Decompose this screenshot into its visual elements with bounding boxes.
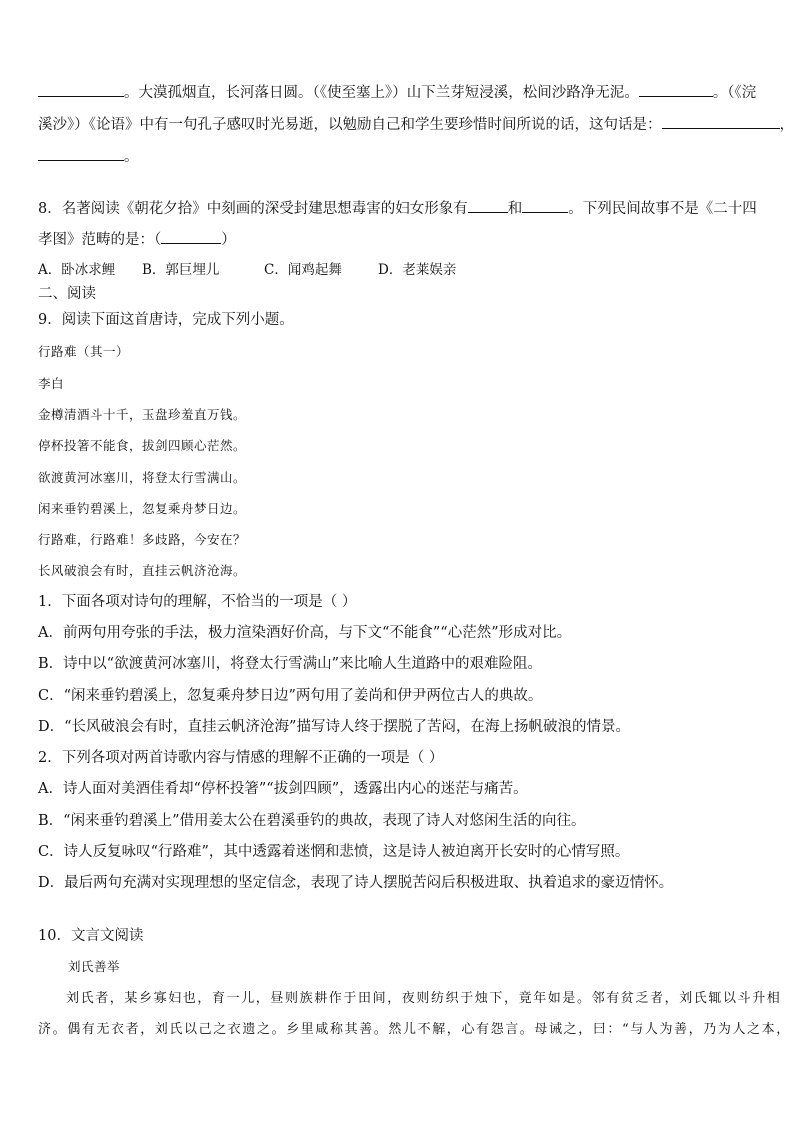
passage-title: 刘氏善举 bbox=[68, 959, 121, 974]
poem-title: 行路难（其一） bbox=[38, 344, 130, 359]
q9-sub2-option-a: A．诗人面对美酒佳肴却“停杯投箸”“拔剑四顾”，透露出内心的迷茫与痛苦。 bbox=[38, 781, 528, 797]
q8-text-c: 。下列民间故事不是《二十四 bbox=[568, 201, 757, 217]
q8-line-1 bbox=[38, 198, 760, 219]
fill-blank bbox=[662, 114, 780, 129]
poem-author: 李白 bbox=[38, 376, 65, 391]
q8-option-d: D．老莱娱亲 bbox=[378, 262, 457, 278]
q7-line-1 bbox=[38, 82, 760, 103]
q9-sub2-option-b: B．“闲来垂钓碧溪上”借用姜太公在碧溪垂钓的典故，表现了诗人对悠闲生活的向往。 bbox=[38, 813, 586, 829]
q7-text-a: 。大漠孤烟直，长河落日圆。（《使至塞上》）山下兰芽短浸溪，松间沙路净无泥。 bbox=[124, 85, 639, 101]
q8-option-a: A．卧冰求鲤 bbox=[38, 262, 116, 278]
q7-text-b: 。（《浣 bbox=[712, 85, 757, 101]
poem-line: 行路难，行路难！多歧路，今安在？ bbox=[38, 532, 247, 547]
q7-line-2 bbox=[38, 114, 794, 135]
q10-stem: 10．文言文阅读 bbox=[38, 928, 144, 944]
fill-blank bbox=[38, 146, 124, 161]
fill-blank bbox=[639, 82, 713, 97]
q7-text-c: 溪沙》）《论语》中有一句孔子感叹时光易逝，以勉励自己和学生要珍惜时间所说的话，这句话是： bbox=[38, 117, 662, 133]
poem-line: 欲渡黄河冰塞川，将登太行雪满山。 bbox=[38, 470, 247, 485]
poem-line: 闲来垂钓碧溪上，忽复乘舟梦日边。 bbox=[38, 501, 247, 516]
q8-line-2 bbox=[38, 229, 760, 250]
q9-sub2-stem: 2．下列各项对两首诗歌内容与情感的理解不正确的一项是（ ） bbox=[38, 750, 444, 766]
q9-sub1-option-b: B．诗中以“欲渡黄河冰塞川，将登太行雪满山”来比喻人生道路中的艰难险阻。 bbox=[38, 656, 542, 672]
passage-line: 刘氏者，某乡寡妇也，育一儿，昼则族耕作于田间，夜则纺织于烛下，竟年如是。邻有贫乏者，刘氏辄以斗升相 bbox=[66, 991, 782, 1006]
poem-line: 停杯投箸不能食，拔剑四顾心茫然。 bbox=[38, 438, 247, 453]
q9-stem: 9．阅读下面这首唐诗，完成下列小题。 bbox=[38, 312, 294, 328]
poem-line: 金樽清酒斗十千，玉盘珍羞直万钱。 bbox=[38, 407, 247, 422]
fill-blank bbox=[161, 229, 221, 244]
q9-sub2-option-c: C．诗人反复咏叹“行路难”，其中透露着迷惘和悲愤，这是诗人被迫离开长安时的心情写照。 bbox=[38, 844, 630, 860]
q8-options bbox=[38, 260, 760, 280]
poem-line: 长风破浪会有时，直挂云帆济沧海。 bbox=[38, 563, 247, 578]
q9-sub1-stem: 1．下面各项对诗句的理解，不恰当的一项是（ ） bbox=[38, 594, 357, 610]
q8-option-b: B．郭巨埋儿 bbox=[142, 262, 220, 278]
q8-text-d: 孝图》范畴的是：（ bbox=[38, 232, 162, 248]
q7-line-3 bbox=[38, 146, 760, 167]
q8-text-e: ） bbox=[221, 232, 236, 248]
passage-line: 济。偶有无衣者，刘氏以己之衣遗之。乡里咸称其善。然儿不解，心有怨言。母诫之，曰：“与人为善，乃为人之本， bbox=[38, 1022, 791, 1037]
q9-sub1-option-c: C．“闲来垂钓碧溪上，忽复乘舟梦日边”两句用了姜尚和伊尹两位古人的典故。 bbox=[38, 688, 543, 704]
section-heading: 二、阅读 bbox=[38, 286, 96, 302]
q8-text-a: 8．名著阅读《朝花夕拾》中刻画的深受封建思想毒害的妇女形象有 bbox=[38, 201, 468, 217]
q9-sub1-option-d: D．“长风破浪会有时，直挂云帆济沧海”描写诗人终于摆脱了苦闷，在海上扬帆破浪的情景。 bbox=[38, 719, 630, 735]
fill-blank bbox=[38, 82, 124, 97]
q8-text-b: 和 bbox=[507, 201, 523, 217]
fill-blank bbox=[522, 198, 568, 213]
fill-blank bbox=[468, 198, 508, 213]
q8-option-c: C．闻鸡起舞 bbox=[264, 262, 342, 278]
q7-period: 。 bbox=[124, 149, 139, 165]
q9-sub1-option-a: A．前两句用夸张的手法，极力渲染酒好价高，与下文“不能食”“心茫然”形成对比。 bbox=[38, 625, 572, 641]
q9-sub2-option-d: D．最后两句充满对实现理想的坚定信念，表现了诗人摆脱苦闷后积极进取、执着追求的豪迈情怀。 bbox=[38, 875, 674, 891]
q7-comma: ， bbox=[779, 117, 794, 133]
